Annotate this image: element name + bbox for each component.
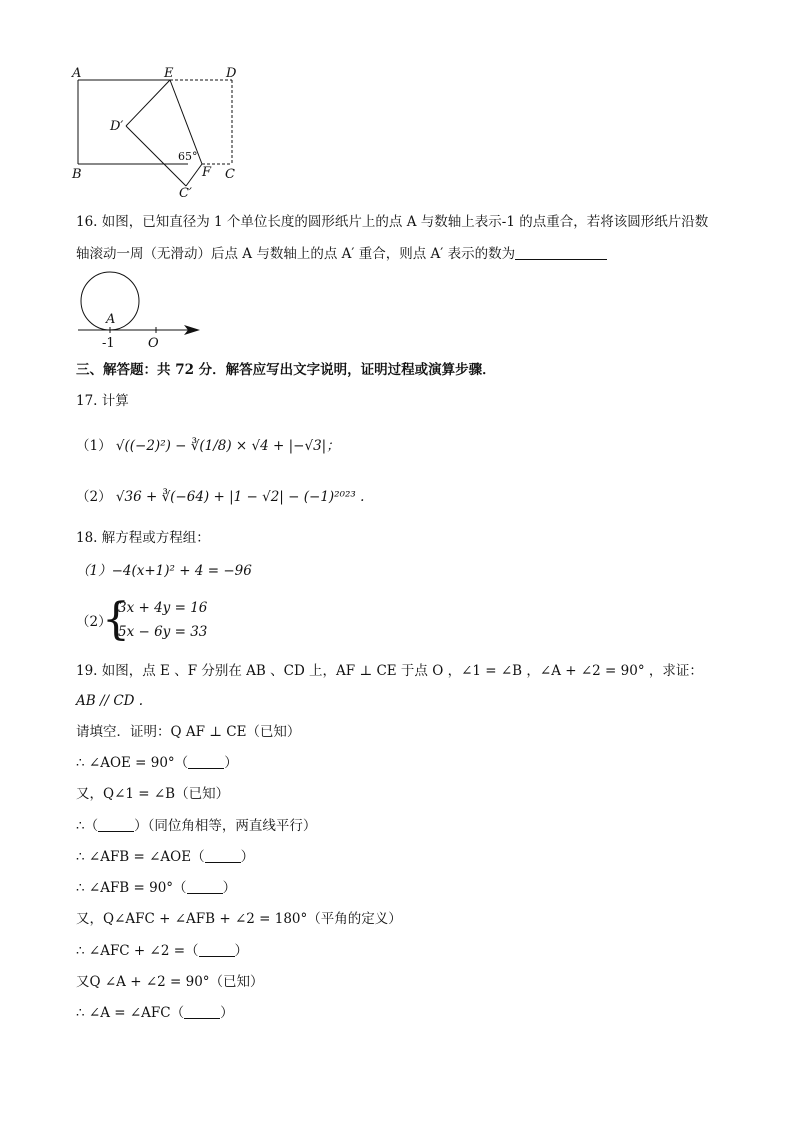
proof-tail: ） xyxy=(240,849,255,865)
q19-line1: 19. 如图，点 E 、F 分别在 AB 、CD 上，AF ⊥ CE 于点 O ，∠1 = ∠B ，∠A + ∠2 = 90° ，求证： xyxy=(76,663,703,679)
proof-text: ∴ ∠AFB = 90°（ xyxy=(76,880,187,896)
proof-text: 又，Q∠AFC + ∠AFB + ∠2 = 180°（平角的定义） xyxy=(76,911,402,927)
q17-part1-expr: √((−2)²) − ∛(1/8) × √4 + |−√3|； xyxy=(115,438,340,454)
proof-tail: ） xyxy=(222,880,237,896)
proof-text: 请填空．证明：Q AF ⊥ CE（已知） xyxy=(76,724,301,740)
q16-line2 xyxy=(76,245,607,263)
q17-part1 xyxy=(76,437,340,455)
q17-part2-label: （2） xyxy=(76,489,112,505)
brace-symbol: { xyxy=(102,594,130,645)
proof-line-3 xyxy=(76,785,229,803)
q17-part2-expr: √36 + ∛(−64) + |1 − √2| − (−1)²⁰²³ . xyxy=(115,489,365,505)
label-C: C xyxy=(225,167,235,182)
q16-line1: 16. 如图，已知直径为 1 个单位长度的圆形纸片上的点 A 与数轴上表示-1 的点重合，若将该圆形纸片沿数 xyxy=(76,214,709,230)
q18-eq2: 5x − 6y = 33 xyxy=(118,624,208,640)
q19-line2: AB // CD . xyxy=(76,693,144,709)
answer-blank[interactable] xyxy=(199,942,235,957)
proof-line-5 xyxy=(76,848,254,866)
answer-blank[interactable] xyxy=(205,848,241,863)
proof-text: ∴ ∠AOE = 90°（ xyxy=(76,755,189,771)
proof-line-4 xyxy=(76,817,316,835)
label-C-prime: C′ xyxy=(179,186,192,201)
label-F: F xyxy=(202,165,212,180)
proof-text: ∴ ∠AFC + ∠2 =（ xyxy=(76,943,199,959)
proof-text: ∴（ xyxy=(76,818,99,834)
point-A-label: A xyxy=(106,312,116,327)
q16-line2-text: 轴滚动一周（无滑动）后点 A 与数轴上的点 A′ 重合，则点 A′ 表示的数为 xyxy=(76,246,516,262)
answer-blank[interactable] xyxy=(184,1004,220,1019)
label-E: E xyxy=(164,66,174,81)
proof-line-10 xyxy=(76,1004,234,1022)
proof-line-2 xyxy=(76,754,238,772)
q17-part2 xyxy=(76,488,364,506)
answer-blank[interactable] xyxy=(187,879,223,894)
q17-part1-label: （1） xyxy=(76,438,112,454)
q18-part1: （1）−4(x+1)² + 4 = −96 xyxy=(76,563,252,579)
answer-blank[interactable] xyxy=(98,817,134,832)
circle-number-line-figure xyxy=(70,268,210,352)
label-D: D xyxy=(226,66,237,81)
section3-title: 三、解答题：共 72 分．解答应写出文字说明，证明过程或演算步骤． xyxy=(76,362,496,378)
proof-line-1 xyxy=(76,723,300,741)
proof-text: ∴ ∠AFB = ∠AOE（ xyxy=(76,849,205,865)
q18-title: 18. 解方程或方程组： xyxy=(76,530,210,546)
label-D-prime: D′ xyxy=(110,119,124,134)
q16-answer-blank[interactable] xyxy=(515,245,607,260)
proof-text: 又，Q∠1 = ∠B（已知） xyxy=(76,786,230,802)
tick-minus-one: -1 xyxy=(102,336,115,351)
proof-text: ∴ ∠A = ∠AFC（ xyxy=(76,1005,185,1021)
proof-tail: ）（同位角相等，两直线平行） xyxy=(134,818,317,834)
proof-line-8 xyxy=(76,942,248,960)
label-A: A xyxy=(72,66,82,81)
proof-line-6 xyxy=(76,879,236,897)
origin-label: O xyxy=(148,336,159,351)
folded-rectangle-figure xyxy=(64,60,264,205)
q17-title: 17. 计算 xyxy=(76,393,129,409)
proof-tail: ） xyxy=(234,943,249,959)
answer-blank[interactable] xyxy=(188,754,224,769)
q18-part2 xyxy=(76,594,276,646)
proof-tail: ） xyxy=(224,755,238,771)
label-B: B xyxy=(72,167,82,182)
proof-text: 又Q ∠A + ∠2 = 90°（已知） xyxy=(76,974,264,990)
proof-line-7 xyxy=(76,910,402,928)
angle-label: 65° xyxy=(178,150,198,163)
q18-part2-label: （2） xyxy=(76,614,112,630)
q18-eq1: 3x + 4y = 16 xyxy=(118,600,208,616)
proof-tail: ） xyxy=(220,1005,234,1021)
proof-line-9 xyxy=(76,973,264,991)
